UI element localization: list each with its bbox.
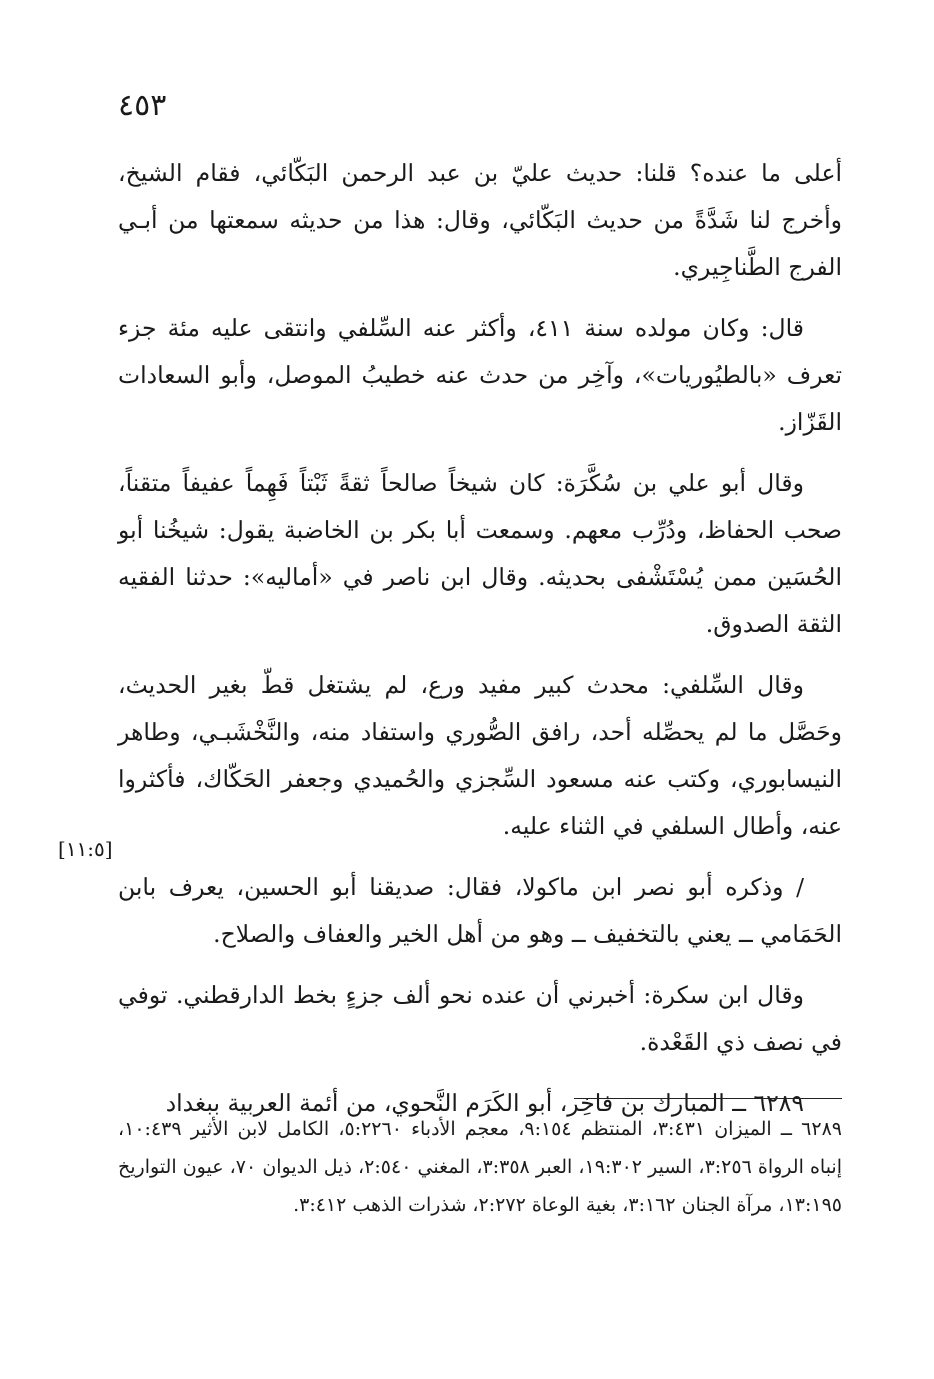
paragraph-2: قال: وكان مولده سنة ٤١١، وأكثر عنه السِّلفي وانتقى عليه مئة جزء تعرف «بالطيُوريات»، وآخِر من حدث عنه خطيبُ الموصل، وأبو السعادات القَزّاز.	[118, 314, 842, 436]
footnote-divider	[574, 1098, 842, 1099]
main-text	[118, 150, 842, 1141]
margin-volume-page-reference: [١١:٥]	[58, 837, 113, 861]
paragraph-1: أعلى ما عنده؟ قلنا: حديث عليّ بن عبد الرحمن البَكّائي، فقام الشيخ، وأخرج لنا شَدَّةً من حديث البَكّائي، وقال: هذا من حديثه سمعتها من أبـي الفرج الطَّناجِيري.	[118, 159, 842, 281]
paragraph-3: وقال أبو علي بن سُكَّرَة: كان شيخاً صالحاً ثقةً ثَبْتاً فَهِماً عفيفاً متقناً، صحب الحفاظ، ودُرِّب معهم. وسمعت أبا بكر بن الخاضبة يقول: شيخُنا أبو الحُسَين ممن يُسْتَشْفى بحديثه. وقال ابن ناصر في «أماليه»: حدثنا الفقيه الثقة الصدوق.	[118, 469, 842, 638]
paragraph-6: وقال ابن سكرة: أخبرني أن عنده نحو ألف جزءٍ بخط الدارقطني. توفي في نصف ذي القَعْدة.	[118, 981, 842, 1056]
page-number: ٤٥٣	[118, 88, 167, 123]
footnote-sources: ٦٢٨٩ ــ الميزان ٣:٤٣١، المنتظم ٩:١٥٤، معجم الأدباء ٥:٢٢٦٠، الكامل لابن الأثير ١٠:٤٣٩، إنباه الرواة ٣:٢٥٦، السير ١٩:٣٠٢، العبر ٣:٣٥٨، المغني ٢:٥٤٠، ذيل الديوان ٧٠، عيون التواريخ ١٣:١٩٥، مرآة الجنان ٣:١٦٢، بغية الوعاة ٢:٢٧٢، شذرات الذهب ٣:٤١٢.	[118, 1118, 842, 1216]
paragraph-7-entry-heading: ٦٢٨٩ ــ المبارك بن فاخِر، أبو الكَرَم النَّحوي، من أئمة العربية ببغداد	[165, 1089, 804, 1117]
paragraph-5: / وذكره أبو نصر ابن ماكولا، فقال: صديقنا أبو الحسين، يعرف بابن الحَمَامي ــ يعني بالتخفيف ــ وهو من أهل الخير والعفاف والصلاح.	[118, 873, 842, 948]
paragraph-4: وقال السِّلفي: محدث كبير مفيد ورع، لم يشتغل قطّ بغير الحديث، وحَصَّل ما لم يحصِّله أحد، رافق الصُّوري واستفاد منه، والنَّخْشَبـي، وطاهر النيسابوري، وكتب عنه مسعود السِّجزي والحُميدي وجعفر الحَكّاك، فأكثروا عنه، وأطال السلفي في الثناء عليه.	[118, 671, 842, 840]
